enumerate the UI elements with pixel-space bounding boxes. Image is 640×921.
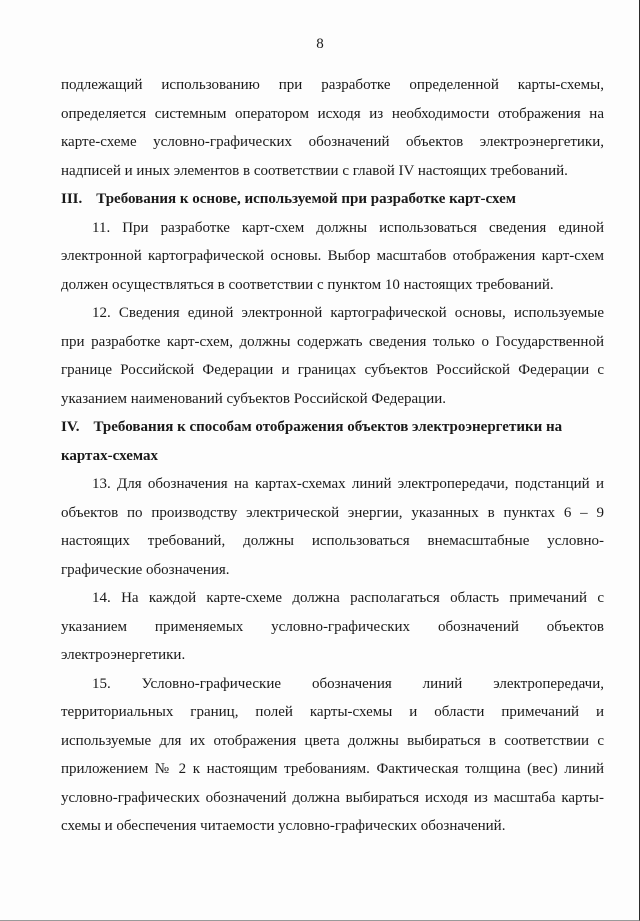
- paragraph-intro: подлежащий использованию при разработке определенной карты-схемы, определяется системным оператором исходя из необходимости отображения на карте-схеме условно-графических обозначений объектов электроэнергетики, надписей и иных элементов в соответствии с главой IV настоящих требований.: [61, 77, 604, 179]
- paragraph-12: 12. Сведения единой электронной картографической основы, используемые при разработке карт-схем, должны содержать сведения только о Государственной границе Российской Федерации и границах субъектов Российской Федерации с указанием наименований субъектов Российской Федерации.: [61, 305, 604, 407]
- section-4-title-line1: Требования к способам отображения объектов электроэнергетики на: [93, 419, 563, 435]
- document-body: [61, 71, 604, 841]
- page-number: 8: [316, 36, 324, 52]
- paragraph-11: 11. При разработке карт-схем должны использоваться сведения единой электронной картографической основы. Выбор масштабов отображения карт-схем должен осуществляться в соответствии с пунктом 10 настоящих требований.: [61, 219, 604, 293]
- section-4-heading: [61, 413, 604, 470]
- section-4-title-line2: картах-схемах: [61, 447, 158, 464]
- paragraph-13: 13. Для обозначения на картах-схемах линий электропередачи, подстанций и объектов по производству электрической энергии, указанных в пунктах 6 – 9 настоящих требований, должны использоваться внемасштабные условно-графические обозначения.: [61, 476, 604, 578]
- section-3-heading: [61, 185, 604, 214]
- paragraph-14: 14. На каждой карте-схеме должна располагаться область примечаний с указанием применяемых условно-графических обозначений объектов электроэнергетики.: [61, 590, 604, 663]
- paragraph-15: 15. Условно-графические обозначения линий электропередачи, территориальных границ, полей карты-схемы и области примечаний и используемые для их отображения цвета должны выбираться в соответствии с приложением № 2 к настоящим требованиям. Фактическая толщина (вес) линий условно-графических обозначений должна выбираться исходя из масштаба карты-схемы и обеспечения читаемости условно-графических обозначений.: [61, 675, 604, 834]
- section-3-title: Требования к основе, используемой при разработке карт-схем: [96, 191, 516, 207]
- section-4-number: IV.: [61, 419, 80, 435]
- section-3-number: III.: [61, 191, 83, 207]
